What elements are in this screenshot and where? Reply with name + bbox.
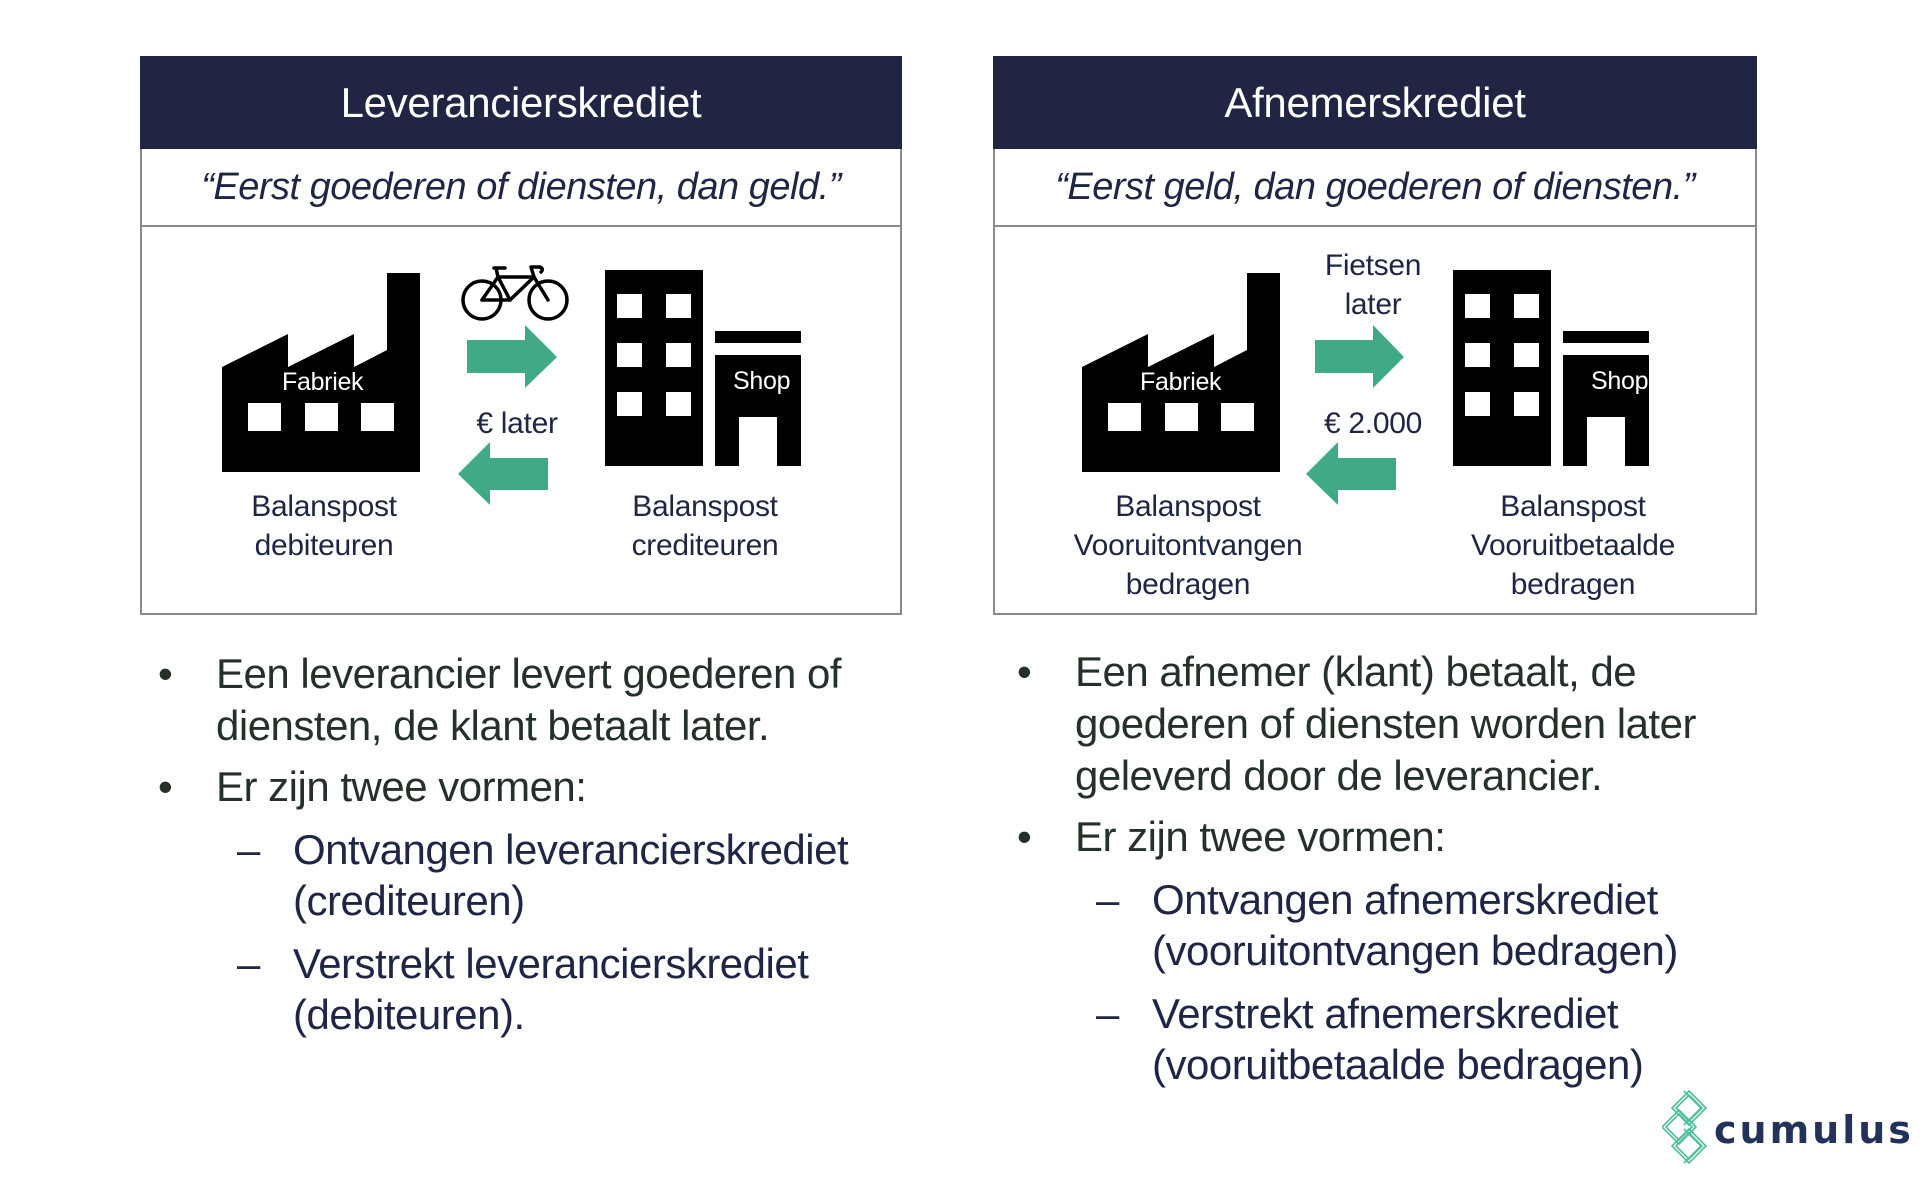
- bullet-icon: •: [1017, 648, 1032, 695]
- balance-item-advance-received: [1038, 487, 1338, 604]
- caption-line: Balanspost: [632, 490, 778, 523]
- payment-amount-label: € 2.000: [1324, 407, 1422, 440]
- payment-later-label: € later: [476, 407, 558, 440]
- bullet-line: Ontvangen afnemerskrediet: [1152, 876, 1658, 923]
- bullet-line: Ontvangen leverancierskrediet: [293, 826, 849, 873]
- cumulus-diamond-logo-icon: [1662, 1088, 1712, 1168]
- sub-bullet-icon: –: [1096, 876, 1120, 923]
- bullet-line: Een leverancier levert goederen of: [216, 650, 842, 697]
- sub-bullet-icon: –: [237, 826, 261, 873]
- caption-line: debiteuren: [254, 529, 394, 562]
- bullet-line: (vooruitontvangen bedragen): [1152, 927, 1678, 974]
- factory-label: Fabriek: [282, 368, 364, 396]
- bullet-line: geleverd door de leverancier.: [1075, 752, 1603, 799]
- bullet-line: Een afnemer (klant) betaalt, de: [1075, 648, 1637, 695]
- bullet-icon: •: [158, 763, 173, 810]
- caption-line: Balanspost: [251, 490, 397, 523]
- arrow-right-icon: [1315, 325, 1404, 388]
- bullet-icon: •: [1017, 813, 1032, 860]
- label-line: Fietsen: [1324, 249, 1422, 282]
- bullet-line: (debiteuren).: [293, 991, 525, 1038]
- bullet-line: (vooruitbetaalde bedragen): [1152, 1041, 1644, 1088]
- caption-line: Vooruitontvangen: [1073, 529, 1303, 562]
- bullet-item: Er zijn twee vormen:: [216, 763, 587, 810]
- shop-label: Shop: [733, 367, 791, 395]
- sub-bullet-item: [1152, 874, 1678, 976]
- caption-line: bedragen: [1125, 568, 1251, 601]
- sub-bullet-icon: –: [1096, 990, 1120, 1037]
- caption-line: crediteuren: [631, 529, 779, 562]
- bullet-item: [1075, 646, 1696, 802]
- card-title: Leverancierskrediet: [140, 56, 902, 149]
- caption-line: Balanspost: [1500, 490, 1646, 523]
- bikes-later-label: [1308, 246, 1438, 324]
- caption-line: Balanspost: [1115, 490, 1261, 523]
- label-line: later: [1344, 288, 1402, 321]
- bullet-item: Er zijn twee vormen:: [1075, 813, 1446, 860]
- sub-bullet-item: [293, 824, 848, 926]
- bullet-line: Verstrekt leverancierskrediet: [293, 940, 809, 987]
- bullet-line: diensten, de klant betaalt later.: [216, 702, 770, 749]
- office-building-icon: [1453, 270, 1551, 466]
- shop-icon: [1563, 331, 1649, 466]
- bullet-icon: •: [158, 650, 173, 697]
- card-title: Afnemerskrediet: [993, 56, 1757, 149]
- bullet-line: Verstrekt afnemerskrediet: [1152, 990, 1619, 1037]
- sub-bullet-icon: –: [237, 940, 261, 987]
- card-quote: “Eerst geld, dan goederen of diensten.”: [993, 149, 1757, 227]
- bullet-item: [216, 648, 841, 752]
- factory-label: Fabriek: [1140, 368, 1222, 396]
- shop-label: Shop: [1591, 367, 1649, 395]
- caption-line: bedragen: [1510, 568, 1636, 601]
- bullet-line: goederen of diensten worden later: [1075, 700, 1696, 747]
- caption-line: Vooruitbetaalde: [1470, 529, 1675, 562]
- sub-bullet-item: [293, 938, 808, 1040]
- balance-item-prepaid: [1423, 487, 1723, 604]
- bullet-line: (crediteuren): [293, 877, 525, 924]
- cumulus-logo-text: cumulus: [1714, 1108, 1914, 1152]
- card-quote: “Eerst goederen of diensten, dan geld.”: [140, 149, 902, 227]
- sub-bullet-item: [1152, 988, 1643, 1090]
